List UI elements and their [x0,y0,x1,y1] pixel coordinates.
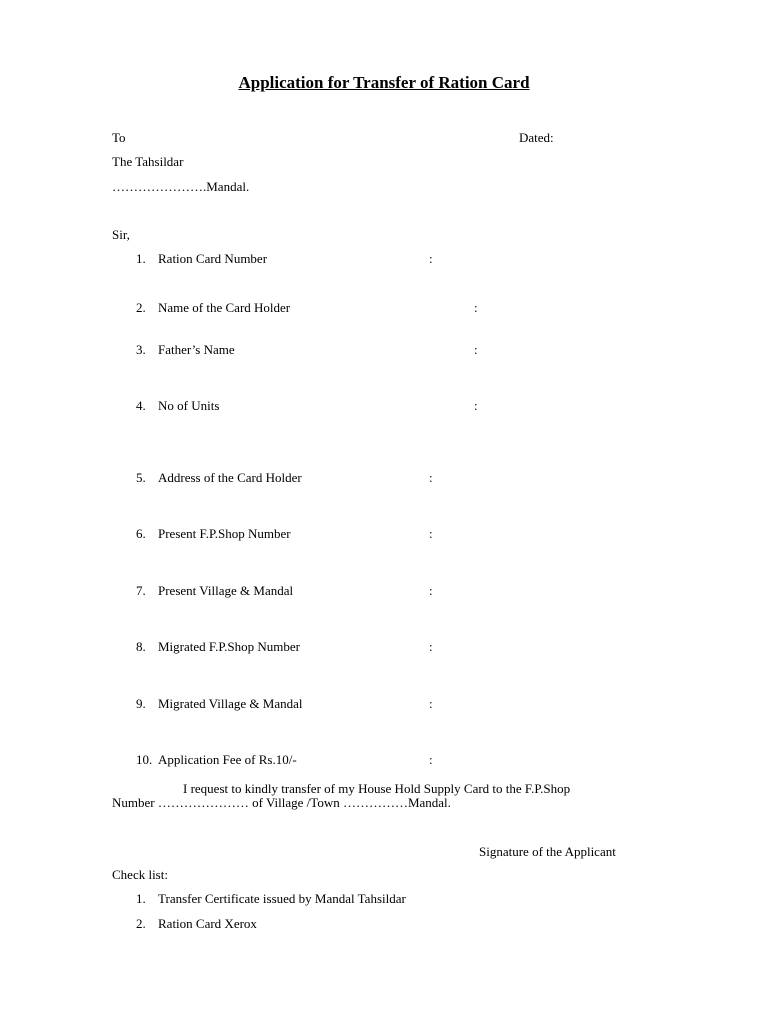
field-colon: : [474,342,478,357]
field-label-migrated-village: Migrated Village & Mandal [158,696,303,711]
field-colon: : [429,470,433,485]
field-colon: : [429,583,433,598]
checklist-heading: Check list: [112,867,168,882]
field-number: 7. [136,583,146,598]
field-number: 6. [136,526,146,541]
field-number: 10. [136,752,153,767]
field-label-application-fee: Application Fee of Rs.10/- [158,752,297,767]
field-number: 9. [136,696,146,711]
checklist-number: 2. [136,916,146,931]
field-colon: : [474,300,478,315]
field-colon: : [474,398,478,413]
checklist-number: 1. [136,891,146,906]
field-colon: : [429,696,433,711]
field-colon: : [429,752,433,767]
field-label-card-holder-name: Name of the Card Holder [158,300,291,315]
to-label: To [112,130,126,145]
field-number: 4. [136,398,146,413]
checklist-item-transfer-certificate: Transfer Certificate issued by Mandal Tahsildar [158,891,406,906]
field-label-migrated-shop: Migrated F.P.Shop Number [158,639,300,654]
checklist-item-ration-card-xerox: Ration Card Xerox [158,916,257,931]
field-colon: : [429,526,433,541]
field-label-present-shop: Present F.P.Shop Number [158,526,291,541]
field-label-fathers-name: Father’s Name [158,342,235,357]
field-number: 8. [136,639,146,654]
addressee: The Tahsildar [112,154,184,169]
field-label-no-of-units: No of Units [158,398,220,413]
page-title: Application for Transfer of Ration Card [238,73,530,92]
signature-label: Signature of the Applicant [479,844,616,859]
request-line-1: I request to kindly transfer of my House Hold Supply Card to the F.P.Shop [183,781,571,796]
field-label-present-village: Present Village & Mandal [158,583,294,598]
dated-label: Dated: [519,130,554,145]
field-label-ration-card-number: Ration Card Number [158,251,268,266]
mandal-line: ………………….Mandal. [112,179,250,194]
field-number: 5. [136,470,146,485]
field-number: 2. [136,300,146,315]
field-label-address: Address of the Card Holder [158,470,302,485]
field-colon: : [429,251,433,266]
field-number: 1. [136,251,146,266]
request-line-2: Number ………………… of Village /Town ……………Mandal. [112,795,451,810]
field-colon: : [429,639,433,654]
salutation: Sir, [112,227,130,242]
field-number: 3. [136,342,146,357]
